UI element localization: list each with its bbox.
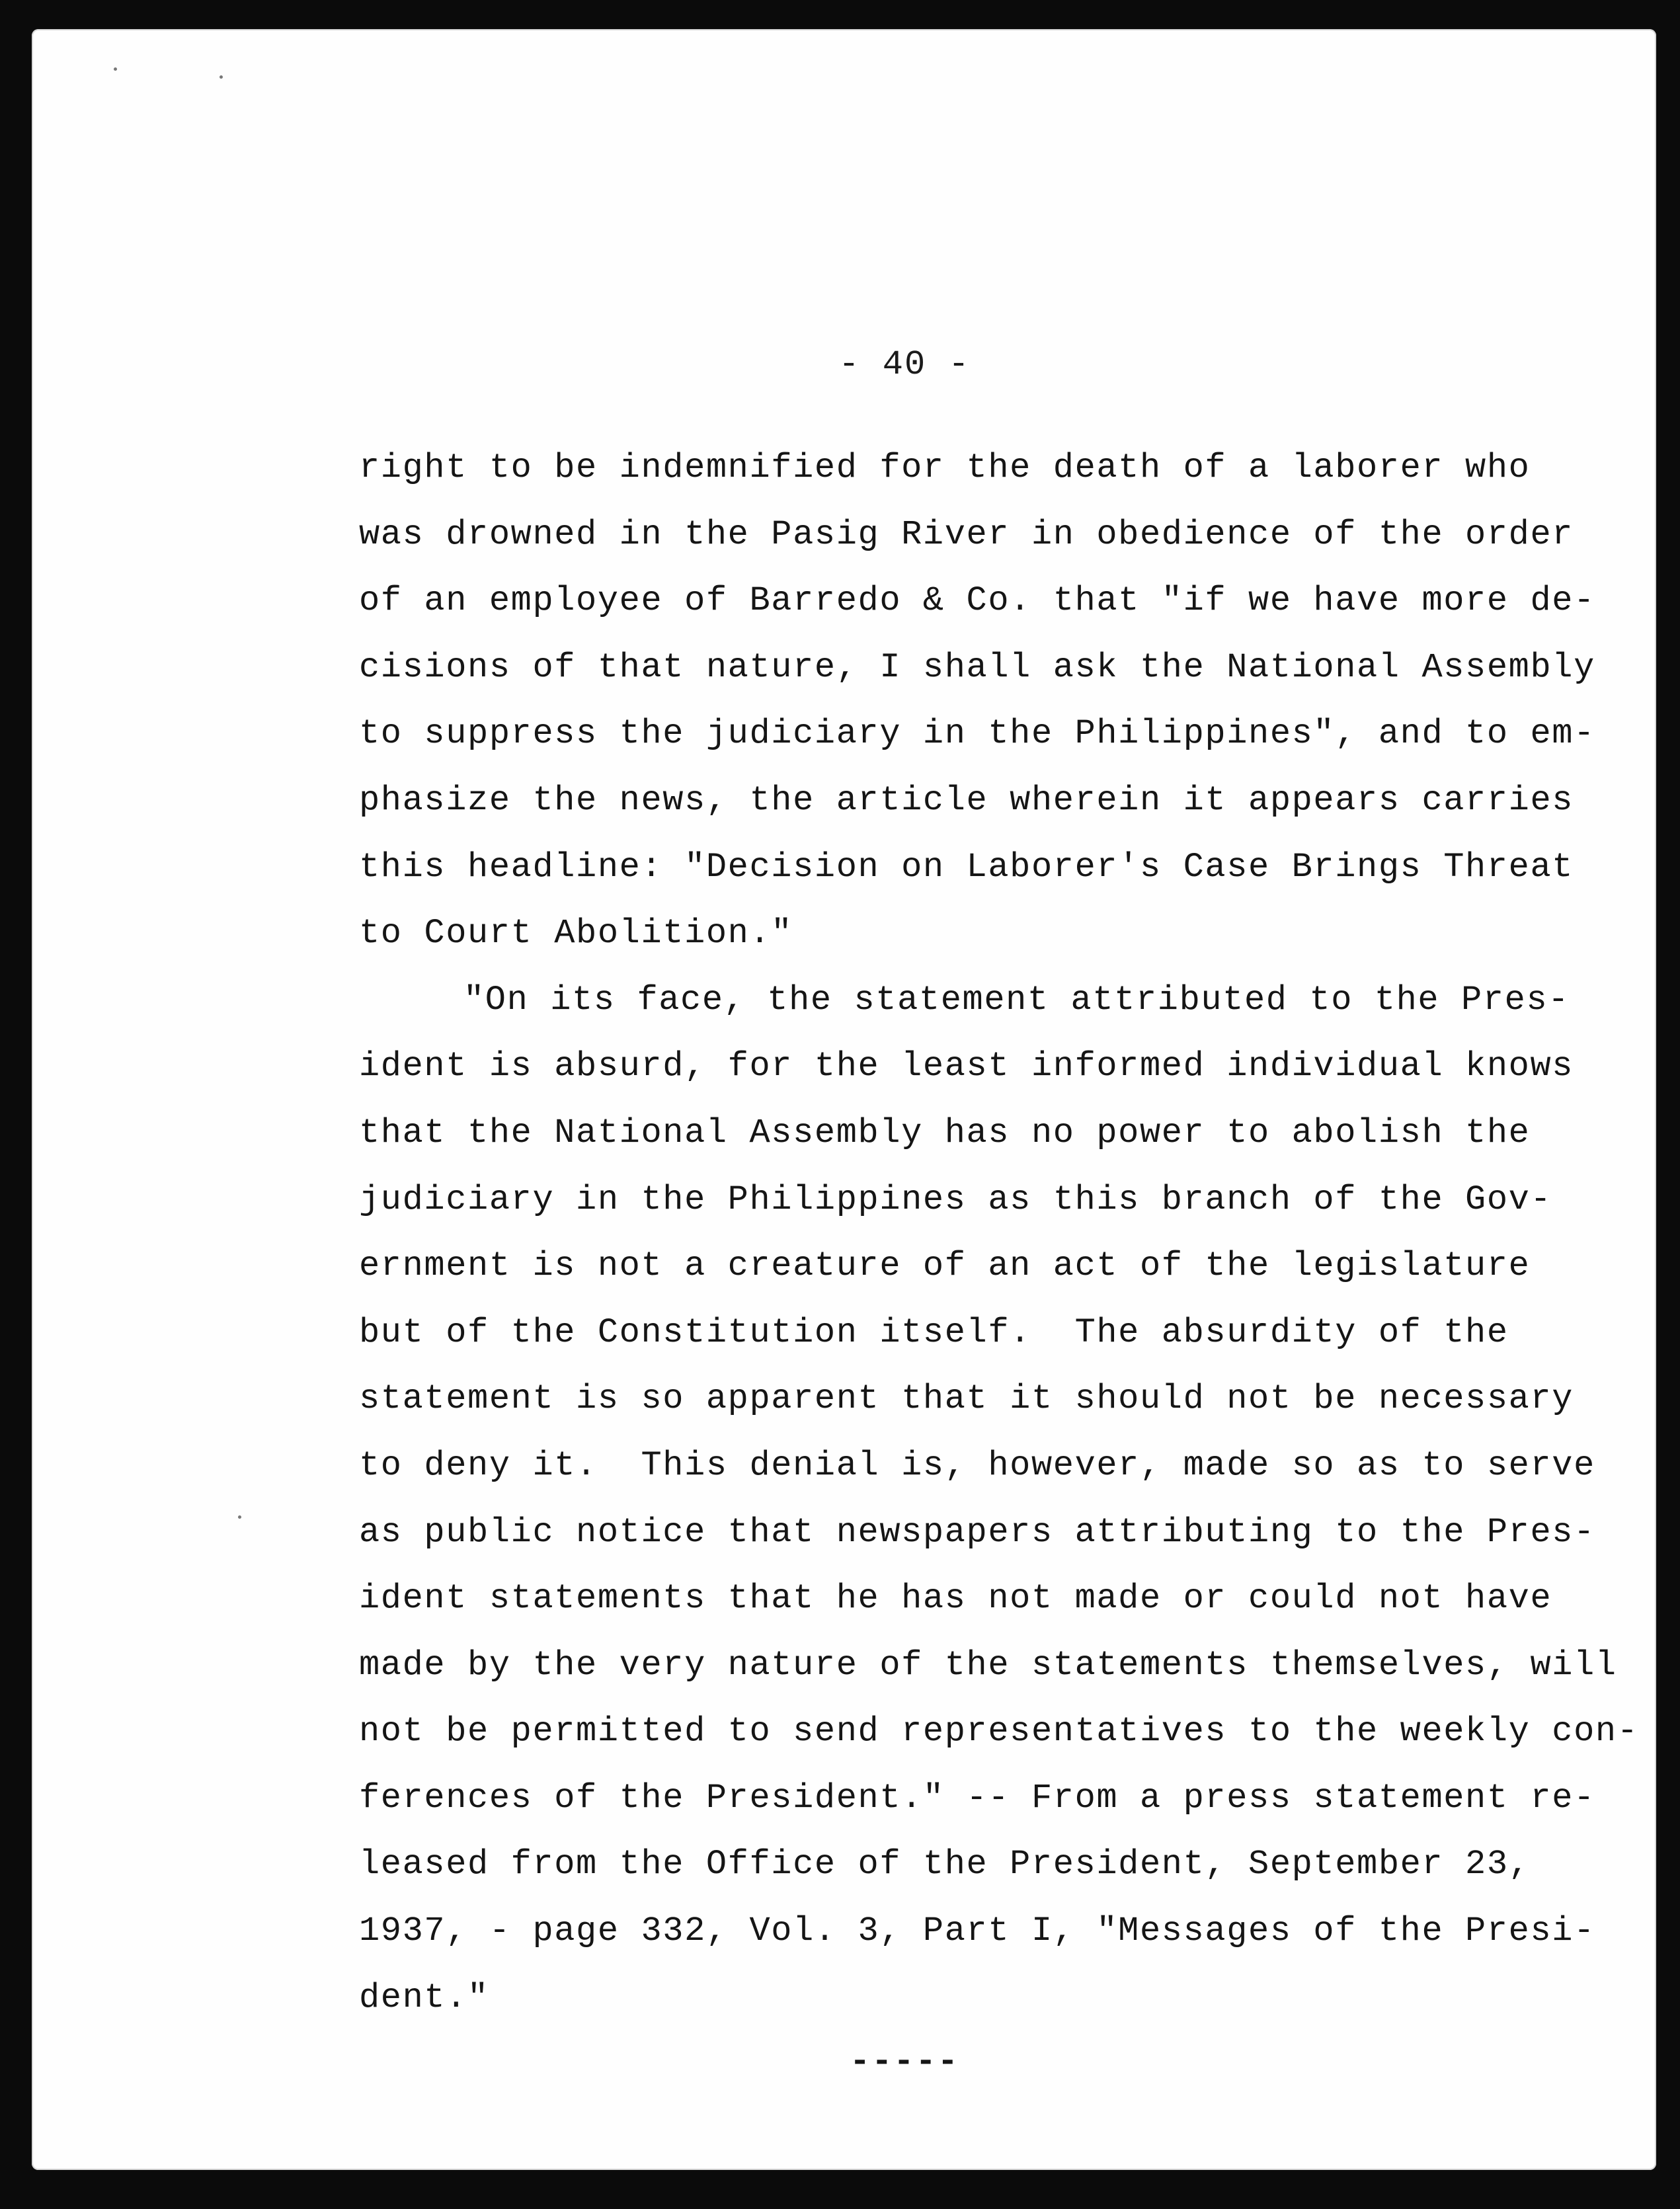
text-line: statement is so apparent that it should not be necessary <box>359 1379 1574 1419</box>
text-line: was drowned in the Pasig River in obedience of the order <box>359 514 1574 554</box>
text-line: ernment is not a creature of an act of the legislature <box>359 1246 1531 1286</box>
text-line: as public notice that newspapers attributing to the Pres- <box>359 1512 1595 1552</box>
text-line: that the National Assembly has no power to abolish the <box>359 1113 1531 1152</box>
text-line: ident is absurd, for the least informed individual knows <box>359 1047 1574 1086</box>
text-line: ident statements that he has not made or could not have <box>359 1579 1552 1619</box>
text-line: not be permitted to send representatives to the weekly con- <box>359 1712 1639 1751</box>
text-line: cisions of that nature, I shall ask the National Assembly <box>359 647 1595 687</box>
text-line: to deny it. This denial is, however, made so as to serve <box>359 1445 1595 1485</box>
text-line: to suppress the judiciary in the Philippines", and to em- <box>359 714 1595 754</box>
text-line: dent." <box>359 1978 489 2017</box>
text-line: of an employee of Barredo & Co. that "if we have more de- <box>359 581 1595 621</box>
text-line: to Court Abolition." <box>359 914 793 953</box>
text-line: 1937, - page 332, Vol. 3, Part I, "Messages of the Presi- <box>359 1911 1595 1951</box>
text-line: judiciary in the Philippines as this branch of the Gov- <box>359 1180 1552 1219</box>
text-line: phasize the news, the article wherein it appears carries <box>359 780 1574 820</box>
body-text <box>359 435 1639 2031</box>
text-line: this headline: "Decision on Laborer's Case Brings Threat <box>359 847 1574 887</box>
dust-speck <box>238 1515 241 1519</box>
text-line-paragraph-start: "On its face, the statement attributed to the Pres- <box>463 980 1570 1020</box>
text-line: ferences of the President." -- From a press statement re- <box>359 1778 1595 1818</box>
page-number: - 40 - <box>838 345 971 384</box>
text-line: right to be indemnified for the death of a laborer who <box>359 448 1531 487</box>
text-line: leased from the Office of the President, September 23, <box>359 1845 1531 1884</box>
end-rule: ----- <box>849 2042 960 2081</box>
text-line: made by the very nature of the statements themselves, will <box>359 1645 1617 1685</box>
typewritten-page <box>32 29 1656 2170</box>
dust-speck <box>220 75 223 79</box>
text-line: but of the Constitution itself. The absurdity of the <box>359 1312 1509 1352</box>
dust-speck <box>114 67 117 71</box>
